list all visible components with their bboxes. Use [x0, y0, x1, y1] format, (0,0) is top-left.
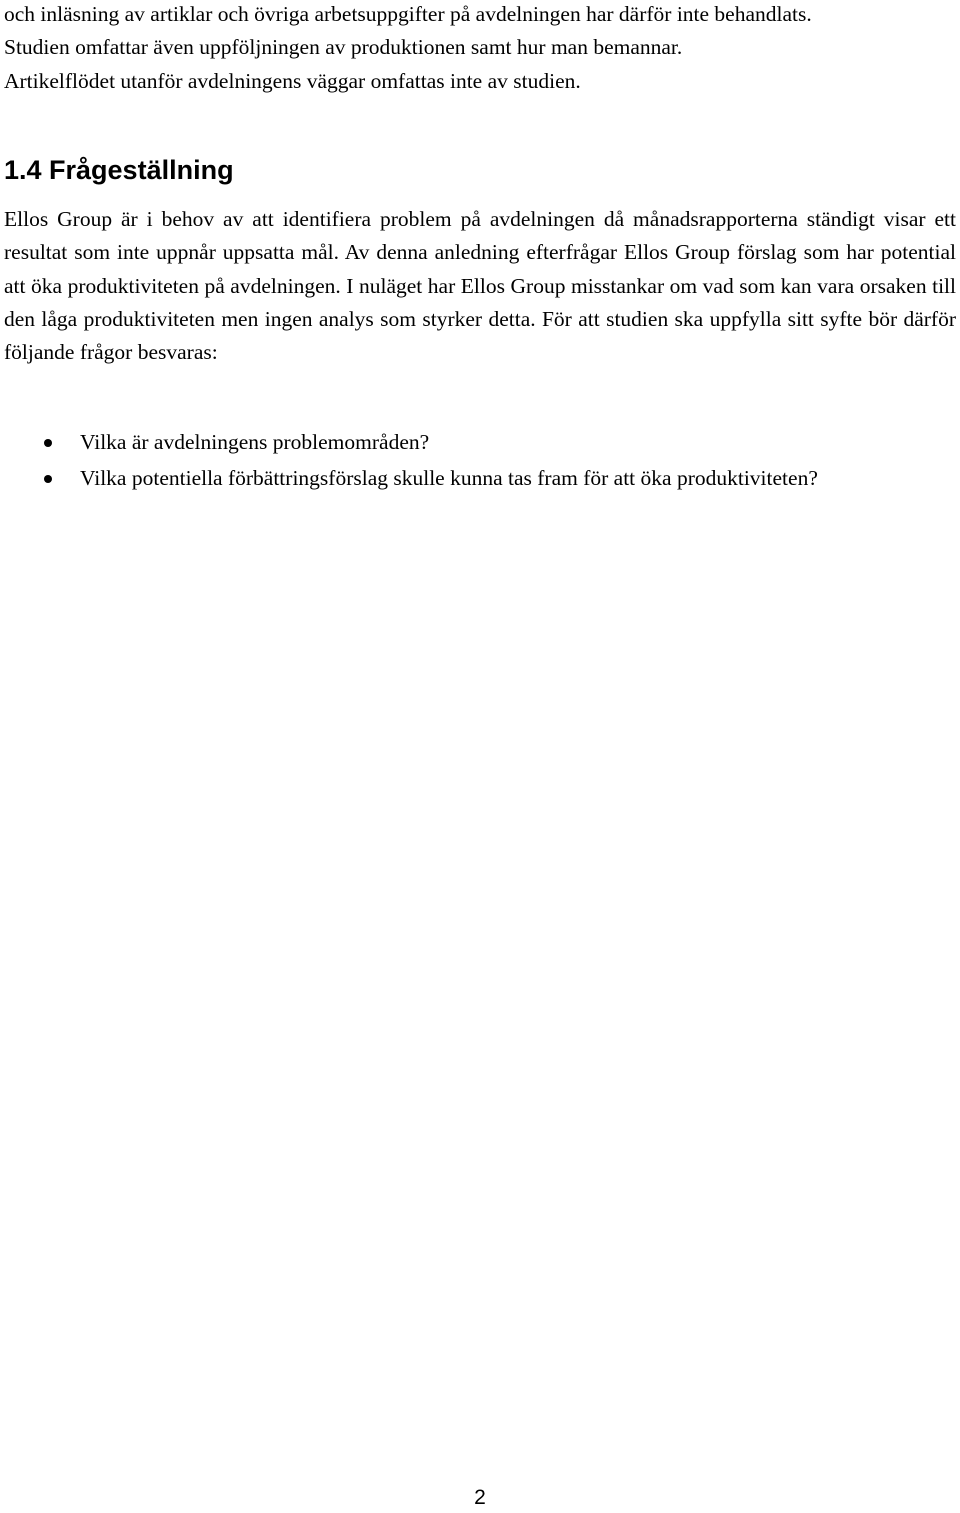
section-paragraph: Ellos Group är i behov av att identifiera problem på avdelningen då månadsrapporterna ständigt visar ett resultat som inte uppnår uppsatta mål. Av denna anledning efterfrågar Ellos Group förslag som har potential att öka produktiviteten på avdelningen. I nuläget har Ellos Group misstankar om vad som kan vara orsaken till den låga produktiviteten men ingen analys som styrker detta. För att studien ska uppfylla sitt syfte bör därför följande frågor besvaras:	[4, 207, 956, 365]
question-text-2: Vilka potentiella förbättringsförslag skulle kunna tas fram för att öka produktiviteten?	[80, 465, 818, 490]
question-text-1: Vilka är avdelningens problemområden?	[80, 430, 430, 454]
bullet-icon	[44, 475, 52, 483]
question-list	[4, 425, 956, 496]
intro-line-3: Artikelflödet utanför avdelningens väggar omfattas inte av studien.	[4, 68, 581, 93]
list-item	[4, 461, 820, 497]
intro-paragraph	[4, 0, 956, 98]
intro-line-1: och inläsning av artiklar och övriga arbetsuppgifter på avdelningen har därför inte behandlats.	[4, 2, 812, 26]
section-heading: 1.4 Frågeställning	[4, 155, 234, 185]
list-item	[4, 425, 820, 461]
page-number: 2	[474, 1486, 486, 1509]
bullet-icon	[44, 439, 52, 447]
intro-line-2: Studien omfattar även uppföljningen av produktionen samt hur man bemannar.	[4, 35, 683, 60]
